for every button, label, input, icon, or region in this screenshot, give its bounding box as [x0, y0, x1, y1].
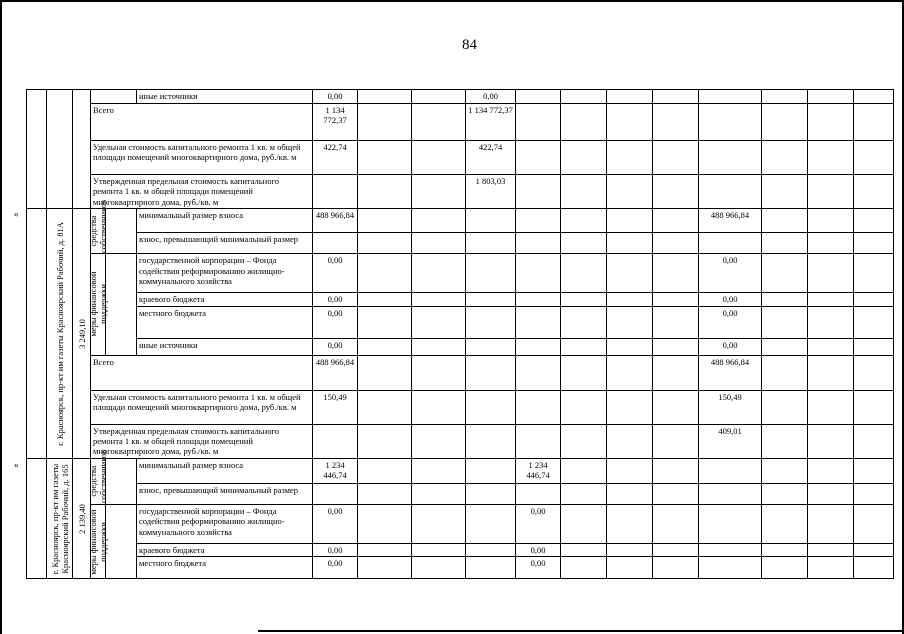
- total-value: 0,00: [313, 504, 358, 543]
- table-row: [27, 543, 894, 556]
- address-cell: г. Красноярск, пр-кт им газеты Красноярский Рабочий, д. 165: [47, 458, 73, 578]
- page-number: 84: [462, 37, 477, 53]
- row-label: Всего: [91, 355, 313, 390]
- row-label: государственной корпорации – Фонда содействия реформированию жилищно-коммунального хозяйства: [137, 504, 313, 543]
- row-label: минимальный размер взноса: [137, 458, 313, 483]
- table-row: [27, 141, 894, 175]
- year-2017-value: 0,00: [699, 254, 762, 293]
- quote-mark: «: [14, 460, 19, 470]
- total-value: 422,74: [313, 141, 358, 175]
- year-2017-value: 409,01: [699, 424, 762, 458]
- table-row: [27, 306, 894, 338]
- total-value: 0,00: [313, 543, 358, 556]
- table-row: [27, 104, 894, 141]
- table-row: [27, 209, 894, 233]
- year-2015-value: 1 134 772,37: [466, 104, 516, 141]
- address-cell: г. Красноярск, пр-кт им газеты Красноярский Рабочий, д. 81А: [47, 209, 73, 459]
- table-row: [27, 504, 894, 543]
- row-label: иные источники: [137, 338, 313, 355]
- table-row: [27, 424, 894, 458]
- year-2016-value: 1 234 446,74: [516, 458, 561, 483]
- row-label: Удельная стоимость капитального ремонта 1 кв. м общей площади помещений многоквартирного дома, руб./кв. м: [91, 390, 313, 424]
- table-row: [27, 483, 894, 504]
- total-value: 0,00: [313, 90, 358, 104]
- financial-support-group: меры финансовой поддержки: [91, 504, 106, 578]
- total-value: 488 966,84: [313, 209, 358, 233]
- row-label: иные источники: [137, 90, 313, 104]
- row-label: краевого бюджета: [137, 543, 313, 556]
- capital-repair-table: [26, 89, 894, 579]
- table-row: [27, 293, 894, 306]
- year-2017-value: 0,00: [699, 338, 762, 355]
- total-value: [313, 483, 358, 504]
- year-2016-value: 0,00: [516, 543, 561, 556]
- year-2015-value: 1 803,03: [466, 175, 516, 209]
- row-label: краевого бюджета: [137, 293, 313, 306]
- total-value: 0,00: [313, 293, 358, 306]
- year-2017-value: [699, 233, 762, 254]
- owners-funds-group: средства собственников: [88, 200, 108, 254]
- row-label: взнос, превышающий минимальный размер: [137, 233, 313, 254]
- year-2015-value: 422,74: [466, 141, 516, 175]
- area-cell: 2 139,40: [73, 458, 91, 578]
- quote-mark: «: [14, 209, 19, 219]
- year-2017-value: 488 966,84: [699, 355, 762, 390]
- table-row: [27, 338, 894, 355]
- area-cell: 3 249,10: [73, 209, 91, 459]
- financial-support-group: меры финансовой поддержки: [91, 254, 106, 355]
- table-row: [27, 175, 894, 209]
- total-value: 0,00: [313, 254, 358, 293]
- year-2017-value: 0,00: [699, 293, 762, 306]
- year-2017-value: 0,00: [699, 306, 762, 338]
- bottom-rule: [258, 630, 904, 632]
- total-value: 0,00: [313, 557, 358, 579]
- table-row: [27, 233, 894, 254]
- total-value: [313, 233, 358, 254]
- year-2015-value: 0,00: [466, 90, 516, 104]
- total-value: 488 966,84: [313, 355, 358, 390]
- total-value: 0,00: [313, 306, 358, 338]
- owners-funds-group: средства собственников: [88, 450, 108, 504]
- year-2016-value: 0,00: [516, 557, 561, 579]
- row-label: Утвержденная предельная стоимость капитального ремонта 1 кв. м общей площади помещений многоквартирного дома, руб./кв. м: [91, 424, 313, 458]
- table-row: [27, 390, 894, 424]
- total-value: [313, 424, 358, 458]
- total-value: 150,49: [313, 390, 358, 424]
- table-row: [27, 355, 894, 390]
- row-label: взнос, превышающий минимальный размер: [137, 483, 313, 504]
- row-label: Всего: [91, 104, 313, 141]
- total-value: [313, 175, 358, 209]
- table-row: [27, 458, 894, 483]
- year-2017-value: 488 966,84: [699, 209, 762, 233]
- year-2016-value: [516, 483, 561, 504]
- total-value: 1 134 772,37: [313, 104, 358, 141]
- row-label: государственной корпорации – Фонда содействия реформированию жилищно-коммунального хозяйства: [137, 254, 313, 293]
- row-label: Удельная стоимость капитального ремонта 1 кв. м общей площади помещений многоквартирного дома, руб./кв. м: [91, 141, 313, 175]
- table-row: [27, 254, 894, 293]
- table-row: [27, 557, 894, 579]
- row-label: местного бюджета: [137, 306, 313, 338]
- total-value: 1 234 446,74: [313, 458, 358, 483]
- total-value: 0,00: [313, 338, 358, 355]
- row-label: минимальный размер взноса: [137, 209, 313, 233]
- row-label: Утвержденная предельная стоимость капитального ремонта 1 кв. м общей площади помещений многоквартирного дома, руб./кв. м: [91, 175, 313, 209]
- year-2017-value: 150,49: [699, 390, 762, 424]
- table-row: [27, 90, 894, 104]
- year-2016-value: 0,00: [516, 504, 561, 543]
- row-label: местного бюджета: [137, 557, 313, 579]
